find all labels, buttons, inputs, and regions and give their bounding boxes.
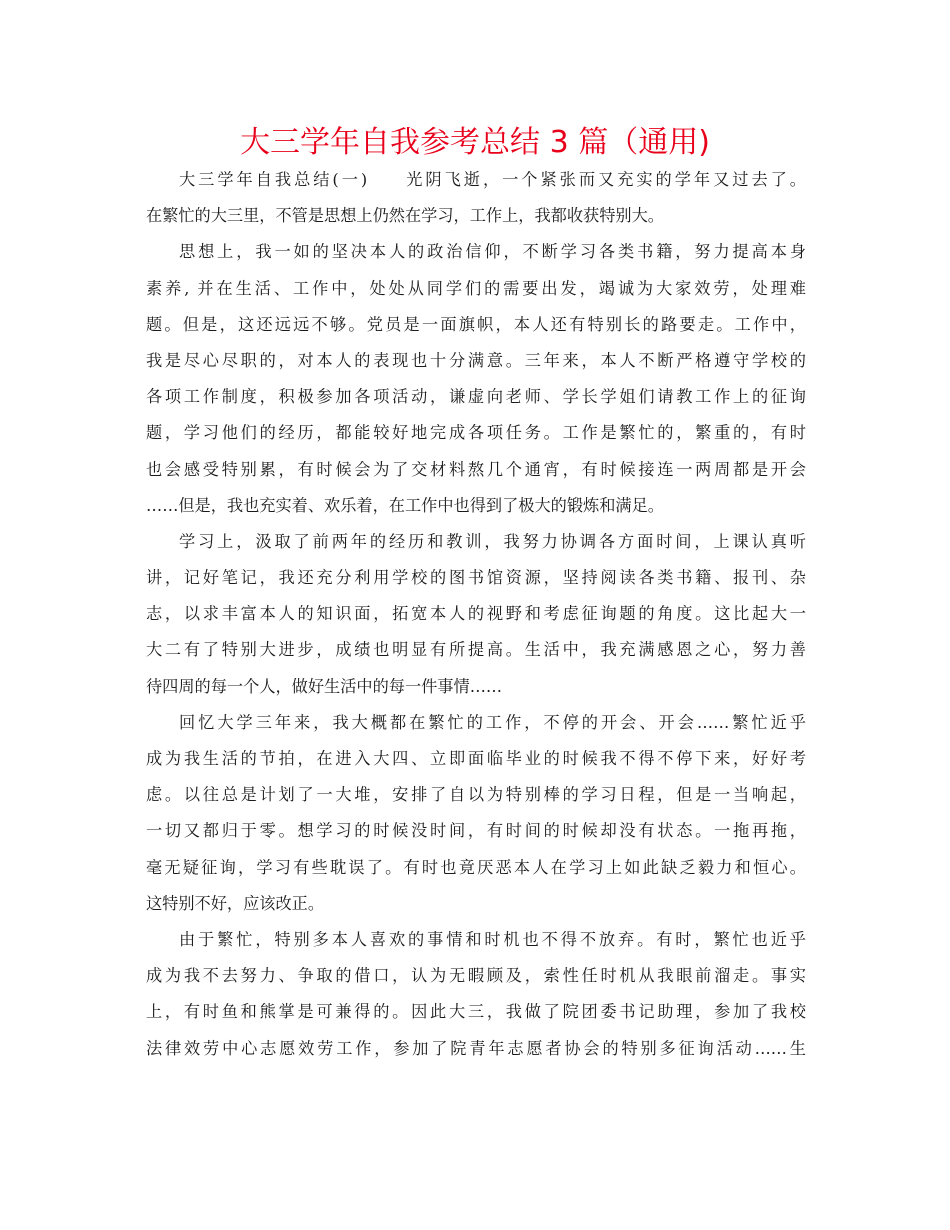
paragraph-line: 志，以求丰富本人的知识面，拓宽本人的视野和考虑征询题的角度。这比起大一 — [146, 604, 806, 624]
paragraph-line: 大二有了特别大进步，成绩也明显有所提高。生活中，我充满感恩之心，努力善 — [146, 640, 806, 660]
paragraph-line: 我是尽心尽职的，对本人的表现也十分满意。三年来，本人不断严格遵守学校的 — [146, 350, 806, 370]
paragraph-line: 毫无疑征询，学习有些耽误了。有时也竟厌恶本人在学习上如此缺乏毅力和恒心。 — [146, 857, 806, 877]
paragraph-line: 成为我生活的节拍，在进入大四、立即面临毕业的时候我不得不停下来，好好考 — [146, 749, 806, 768]
paragraph-line: 也会感受特别累，有时候会为了交材料熬几个通宵，有时候接连一两周都是开会 — [146, 459, 806, 479]
paragraph-line: ……但是，我也充实着、欢乐着，在工作中也得到了极大的锻炼和满足。 — [146, 495, 664, 515]
paragraph-line: 回忆大学三年来，我大概都在繁忙的工作，不停的开会、开会……繁忙近乎 — [179, 712, 806, 732]
paragraph-line: 大三学年自我总结(一) 光阴飞逝，一个紧张而又充实的学年又过去了。 — [179, 170, 806, 189]
paragraph-line: 题。但是，这还远远不够。党员是一面旗帜，本人还有特别长的路要走。工作中， — [146, 314, 806, 334]
document-title: 大三学年自我参考总结 3 篇（通用) — [240, 125, 710, 160]
paragraph-line: 学习上，汲取了前两年的经历和教训，我努力协调各方面时间，上课认真听 — [179, 531, 806, 551]
paragraph-line: 法律效劳中心志愿效劳工作，参加了院青年志愿者协会的特别多征询活动……生 — [146, 1038, 806, 1058]
section-heading: 大三学年自我总结(一) — [179, 170, 368, 189]
paragraph-line: 素养, 并在生活、工作中，处处从同学们的需要出发，竭诚为大家效劳，处理难 — [146, 278, 806, 298]
paragraph-line: 待四周的每一个人，做好生活中的每一件事情…… — [146, 676, 503, 696]
paragraph-line: 思想上，我一如的坚决本人的政治信仰，不断学习各类书籍，努力提高本身 — [179, 242, 806, 262]
paragraph-line: 上，有时鱼和熊掌是可兼得的。因此大三，我做了院团委书记助理，参加了我校 — [146, 1002, 806, 1022]
paragraph-line: 讲，记好笔记，我还充分利用学校的图书馆资源，坚持阅读各类书籍、报刊、杂 — [146, 568, 806, 588]
paragraph-line: 成为我不去努力、争取的借口，认为无暇顾及，索性任时机从我眼前溜走。事实 — [146, 966, 806, 986]
paragraph-line: 题，学习他们的经历，都能较好地完成各项任务。工作是繁忙的，繁重的，有时 — [146, 423, 806, 443]
paragraph-line: 在繁忙的大三里，不管是思想上仍然在学习，工作上，我都收获特别大。 — [146, 206, 664, 226]
paragraph-line: 一切又都归于零。想学习的时候没时间，有时间的时候却没有状态。一拖再拖， — [146, 821, 806, 841]
paragraph-line: 各项工作制度，积极参加各项活动，谦虚向老师、学长学姐们请教工作上的征询 — [146, 387, 806, 407]
paragraph-line: 虑。以往总是计划了一大堆，安排了自以为特别棒的学习日程，但是一当响起， — [146, 785, 806, 805]
document-body — [146, 162, 806, 1067]
paragraph-line: 这特别不好，应该改正。 — [146, 893, 325, 913]
paragraph-line: 由于繁忙，特别多本人喜欢的事情和时机也不得不放弃。有时，繁忙也近乎 — [179, 929, 806, 949]
